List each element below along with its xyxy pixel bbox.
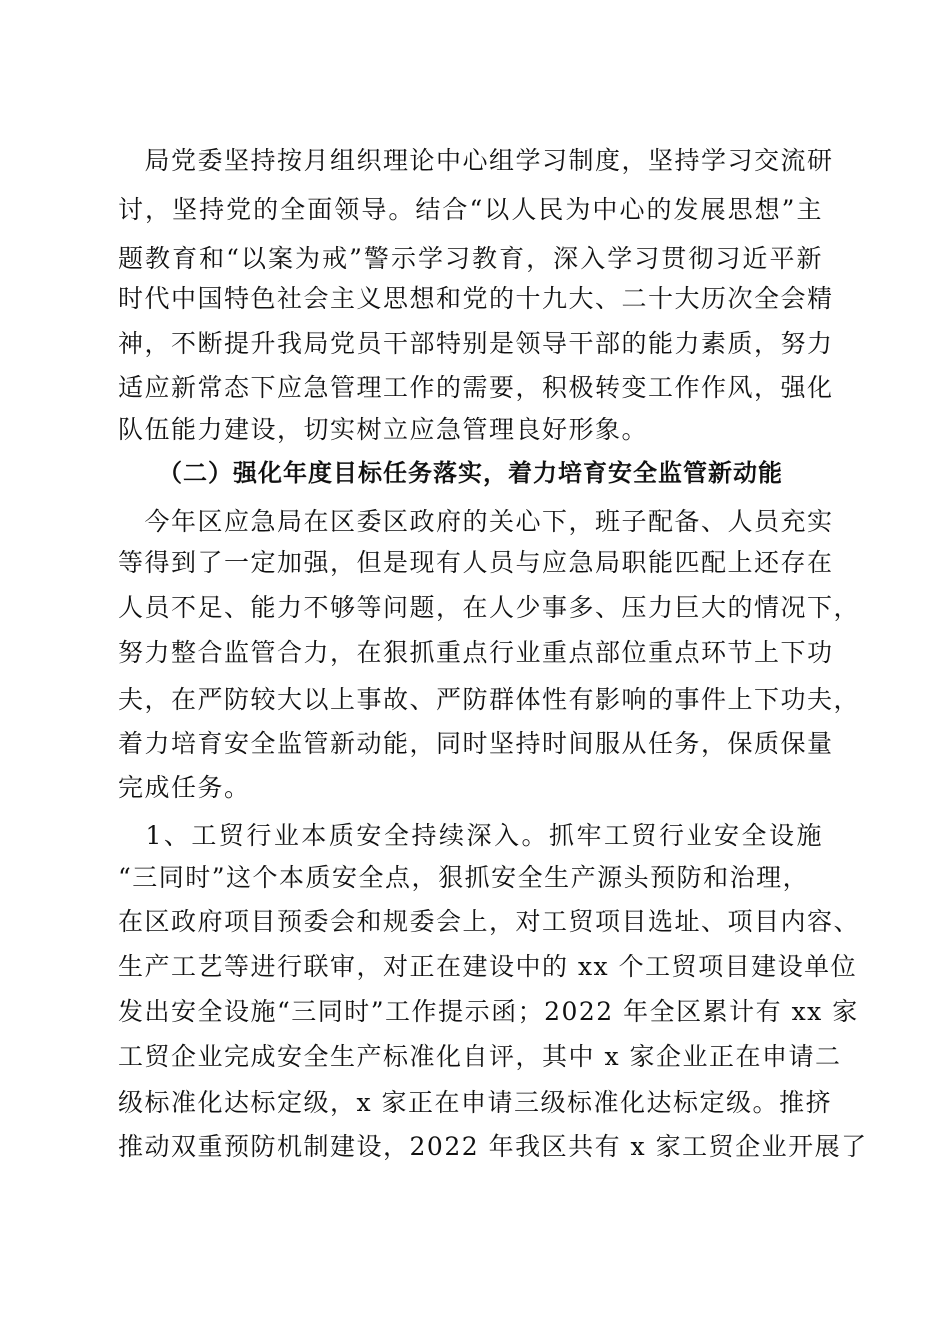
paragraph-2-line: 等得到了一定加强，但是现有人员与应急局职能匹配上还存在 [118, 548, 834, 577]
paragraph-2-line: 着力培育安全监管新动能，同时坚持时间服从任务，保质保量 [118, 729, 834, 758]
section-heading: （二）强化年度目标任务落实，着力培育安全监管新动能 [158, 459, 783, 487]
paragraph-3-line: 在区政府项目预委会和规委会上，对工贸项目选址、项目内容、 [118, 907, 861, 936]
paragraph-2-line: 今年区应急局在区委区政府的关心下，班子配备、人员充实 [118, 507, 834, 536]
paragraph-2-line: 努力整合监管合力，在狠抓重点行业重点部位重点环节上下功 [118, 638, 834, 667]
paragraph-3-line: 发出安全设施“三同时”工作提示函；2022 年全区累计有 xx 家 [118, 997, 859, 1026]
paragraph-1-line: 讨，坚持党的全面领导。结合“以人民为中心的发展思想”主 [118, 195, 823, 224]
paragraph-3-line: 级标准化达标定级，x 家正在申请三级标准化达标定级。推挤 [118, 1088, 833, 1117]
paragraph-3-line: 1、工贸行业本质安全持续深入。抓牢工贸行业安全设施 [118, 821, 823, 850]
paragraph-1-line: 适应新常态下应急管理工作的需要，积极转变工作作风，强化 [118, 373, 834, 402]
paragraph-1-line: 神，不断提升我局党员干部特别是领导干部的能力素质，努力 [118, 329, 834, 358]
paragraph-2-line: 人员不足、能力不够等问题，在人少事多、压力巨大的情况下， [118, 593, 861, 622]
paragraph-2-line: 夫，在严防较大以上事故、严防群体性有影响的事件上下功夫， [118, 685, 861, 714]
paragraph-3-line: 推动双重预防机制建设，2022 年我区共有 x 家工贸企业开展了 [118, 1132, 868, 1161]
paragraph-3-line: 工贸企业完成安全生产标准化自评，其中 x 家企业正在申请二 [118, 1042, 842, 1071]
paragraph-1-line: 时代中国特色社会主义思想和党的十九大、二十大历次全会精 [118, 284, 834, 313]
paragraph-1-line: 题教育和“以案为戒”警示学习教育，深入学习贯彻习近平新 [118, 244, 823, 273]
paragraph-1-line: 队伍能力建设，切实树立应急管理良好形象。 [118, 415, 649, 444]
paragraph-3-line: “三同时”这个本质安全点，狠抓安全生产源头预防和治理， [118, 863, 810, 892]
paragraph-2-line: 完成任务。 [118, 773, 251, 802]
paragraph-1-line: 局党委坚持按月组织理论中心组学习制度，坚持学习交流研 [118, 146, 834, 175]
paragraph-3-line: 生产工艺等进行联审，对正在建设中的 xx 个工贸项目建设单位 [118, 952, 858, 981]
